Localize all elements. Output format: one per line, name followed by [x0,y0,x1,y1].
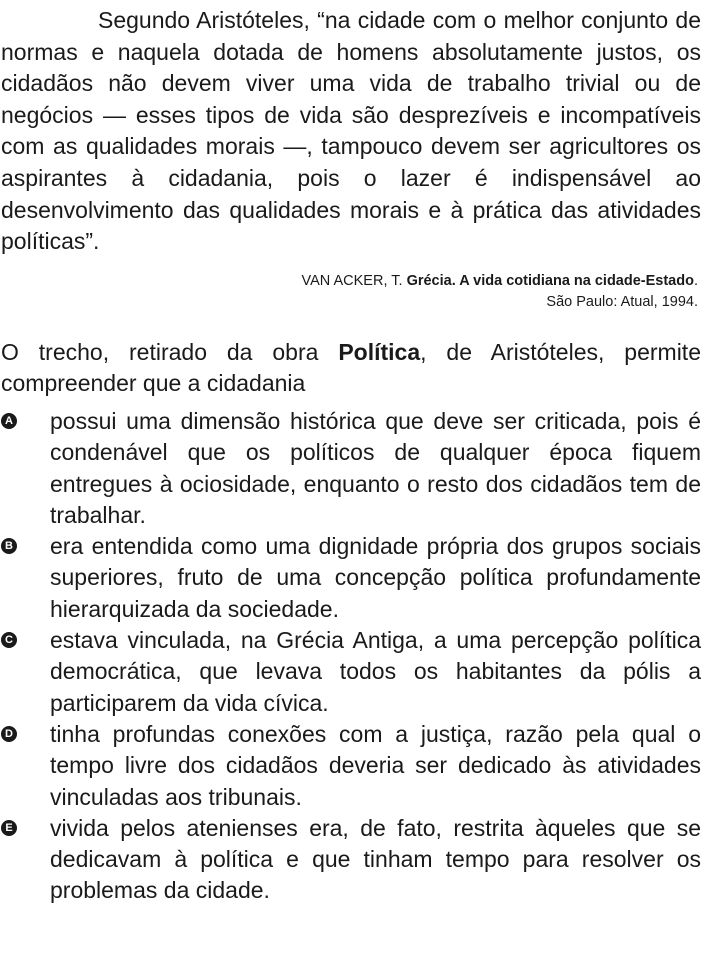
question-stem [1,337,701,400]
citation-title-end: . [693,272,698,289]
answer-options [1,406,701,907]
option-d-letter-icon: D [1,726,17,742]
option-a-text: possui uma dimensão histórica que deve ser criticada, pois é condenável que os políticos de qualquer época fiquem entregues à ociosidade, enquanto o resto dos cidadãos tem de trabalhar. [50,407,701,528]
stem-work-title: Política [338,338,421,365]
source-citation [1,271,698,313]
stem-after: , de Aristóteles, permite compreender que a cidadania [1,338,701,397]
option-c-letter-icon: C [1,632,17,648]
aristotle-quote: Segundo Aristóteles, “na cidade com o melhor conjunto de normas e naquela dotada de homens absolutamente justos, os cidadãos não devem viver uma vida de trabalho trivial ou de negócios — esses tipos de vida são desprezíveis e incompatíveis com as qualidades morais —, tampouco devem ser agricultores os aspirantes à cidadania, pois o lazer é indispensável ao desenvolvimento das qualidades morais e à prática das atividades políticas”. [1,7,701,255]
option-c-text: estava vinculada, na Grécia Antiga, a uma percepção política democrática, que levava todos os habitantes da pólis a participarem da vida cívica. [50,627,701,716]
option-d-text: tinha profundas conexões com a justiça, razão pela qual o tempo livre dos cidadãos deveria ser dedicado às atividades vinculadas aos tribunais. [50,720,701,810]
option-d[interactable] [1,719,701,813]
option-e[interactable] [1,813,701,907]
option-e-letter-icon: E [1,820,17,836]
option-b-text: era entendida como uma dignidade própria dos grupos sociais superiores, fruto de uma concepção política profundamente hierarquizada da sociedade. [50,533,701,622]
option-a[interactable] [1,406,701,531]
citation-author: VAN ACKER, T. [301,272,407,289]
option-c[interactable] [1,625,701,719]
citation-publisher: São Paulo: Atual, 1994. [546,293,698,310]
option-a-letter-icon: A [1,413,17,429]
stem-before: O trecho, retirado da obra [1,338,339,365]
citation-title: Grécia. A vida cotidiana na cidade-Estado [406,272,694,289]
option-b-letter-icon: B [1,538,17,554]
option-e-text: vivida pelos atenienses era, de fato, restrita àqueles que se dedicavam à política e que tinham tempo para resolver os problemas da cidade. [50,814,701,904]
option-b[interactable] [1,531,701,625]
